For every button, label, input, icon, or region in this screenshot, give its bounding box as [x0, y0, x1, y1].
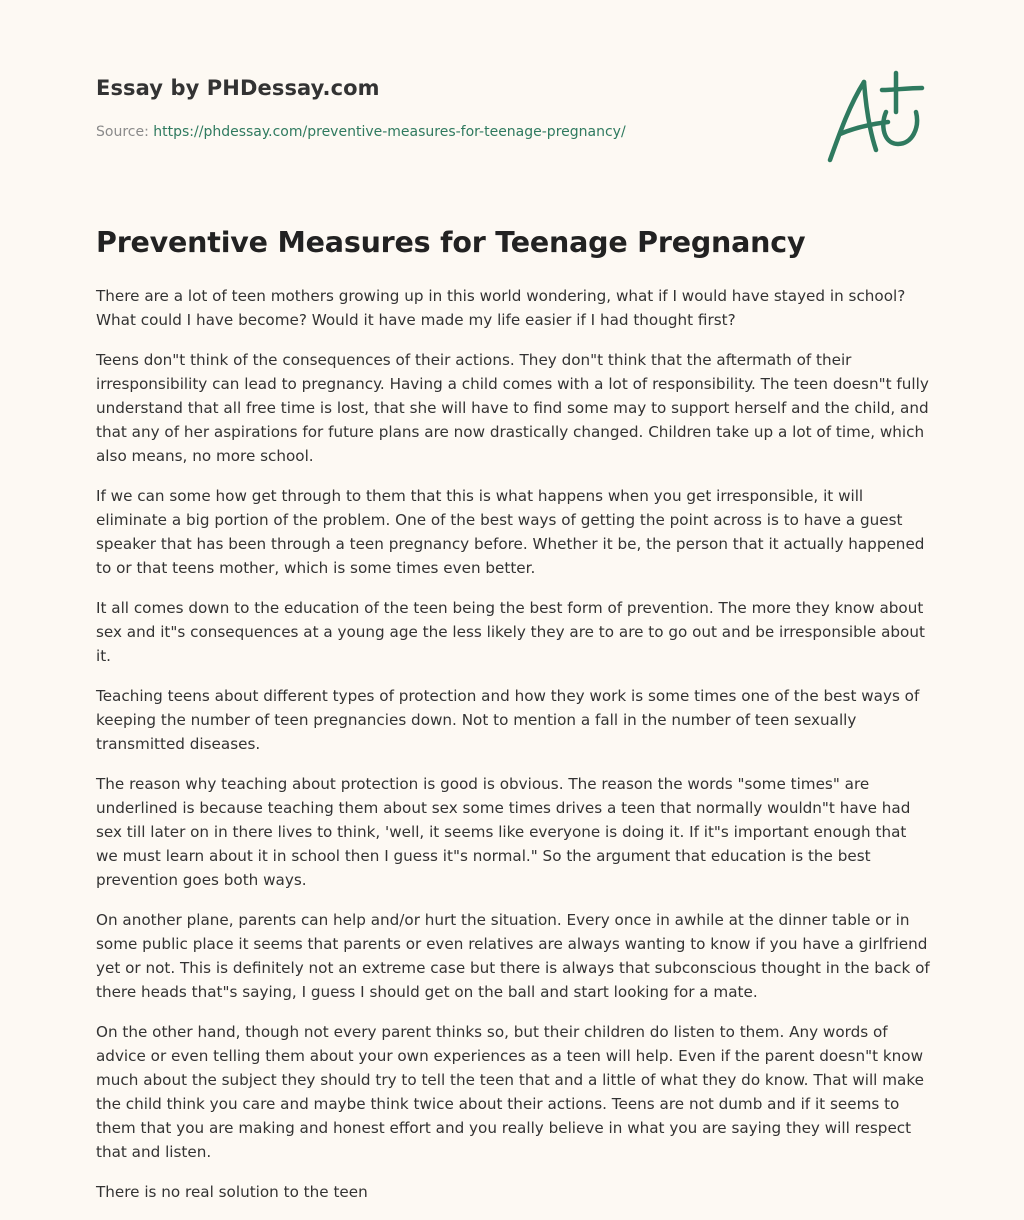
essay-paragraph: Teens don"t think of the consequences of their actions. They don"t think that the aftermath of their irresponsibility can lead to pregnancy. Having a child comes with a lot of responsibility. The teen doesn"t fully understand that all free time is lost, that she will have to find some may to support herself and the child, and that any of her aspirations for future plans are now drastically changed. Children take up a lot of time, which also means, no more school.	[96, 351, 929, 465]
essay-body	[96, 284, 932, 1220]
essay-paragraph: The reason why teaching about protection is good is obvious. The reason the words "some times" are underlined is because teaching them about sex some times drives a teen that normally wouldn"t have had sex till later on in there lives to think, 'well, it seems like everyone is doing it. If it"s important enough that we must learn about it in school then I guess it"s normal." So the argument that education is the best prevention goes both ways.	[96, 775, 911, 889]
a-plus-logo-icon	[820, 68, 930, 168]
source-label: Source:	[96, 124, 149, 140]
essay-paragraph: On the other hand, though not every parent thinks so, but their children do listen to them. Any words of advice or even telling them about your own experiences as a teen will help. Even if the parent doesn"t know much about the subject they should try to tell the teen that and a little of what they do know. That will make the child think you care and maybe think twice about their actions. Teens are not dumb and if it seems to them that you are making and honest effort and you really believe in what you are saying they will respect that and listen.	[96, 1023, 924, 1161]
essay-paragraph: If we can some how get through to them that this is what happens when you get irresponsible, it will eliminate a big portion of the problem. One of the best ways of getting the point across is to have a guest speaker that has been through a teen pregnancy before. Whether it be, the person that it actually happened to or that teens mother, which is some times even better.	[96, 487, 925, 577]
essay-paragraph: There is no real solution to the teen	[96, 1183, 368, 1201]
essay-paragraph: Teaching teens about different types of protection and how they work is some times one of the best ways of keeping the number of teen pregnancies down. Not to mention a fall in the number of teen sexually transmitted diseases.	[96, 687, 920, 753]
source-line	[96, 124, 626, 140]
essay-paragraph: On another plane, parents can help and/or hurt the situation. Every once in awhile at the dinner table or in some public place it seems that parents or even relatives are always wanting to know if you have a girlfriend yet or not. This is definitely not an extreme case but there is always that subconscious thought in the back of there heads that"s saying, I guess I should get on the ball and start looking for a mate.	[96, 911, 930, 1001]
essay-title: Preventive Measures for Teenage Pregnancy	[96, 226, 806, 259]
brand-heading: Essay by PHDessay.com	[96, 76, 380, 100]
essay-paragraph: There are a lot of teen mothers growing up in this world wondering, what if I would have stayed in school? What could I have become? Would it have made my life easier if I had thought first?	[96, 287, 906, 329]
essay-paragraph: It all comes down to the education of the teen being the best form of prevention. The more they know about sex and it"s consequences at a young age the less likely they are to are to go out and be irresponsible about it.	[96, 599, 925, 665]
source-link[interactable]: https://phdessay.com/preventive-measures-for-teenage-pregnancy/	[153, 124, 626, 140]
